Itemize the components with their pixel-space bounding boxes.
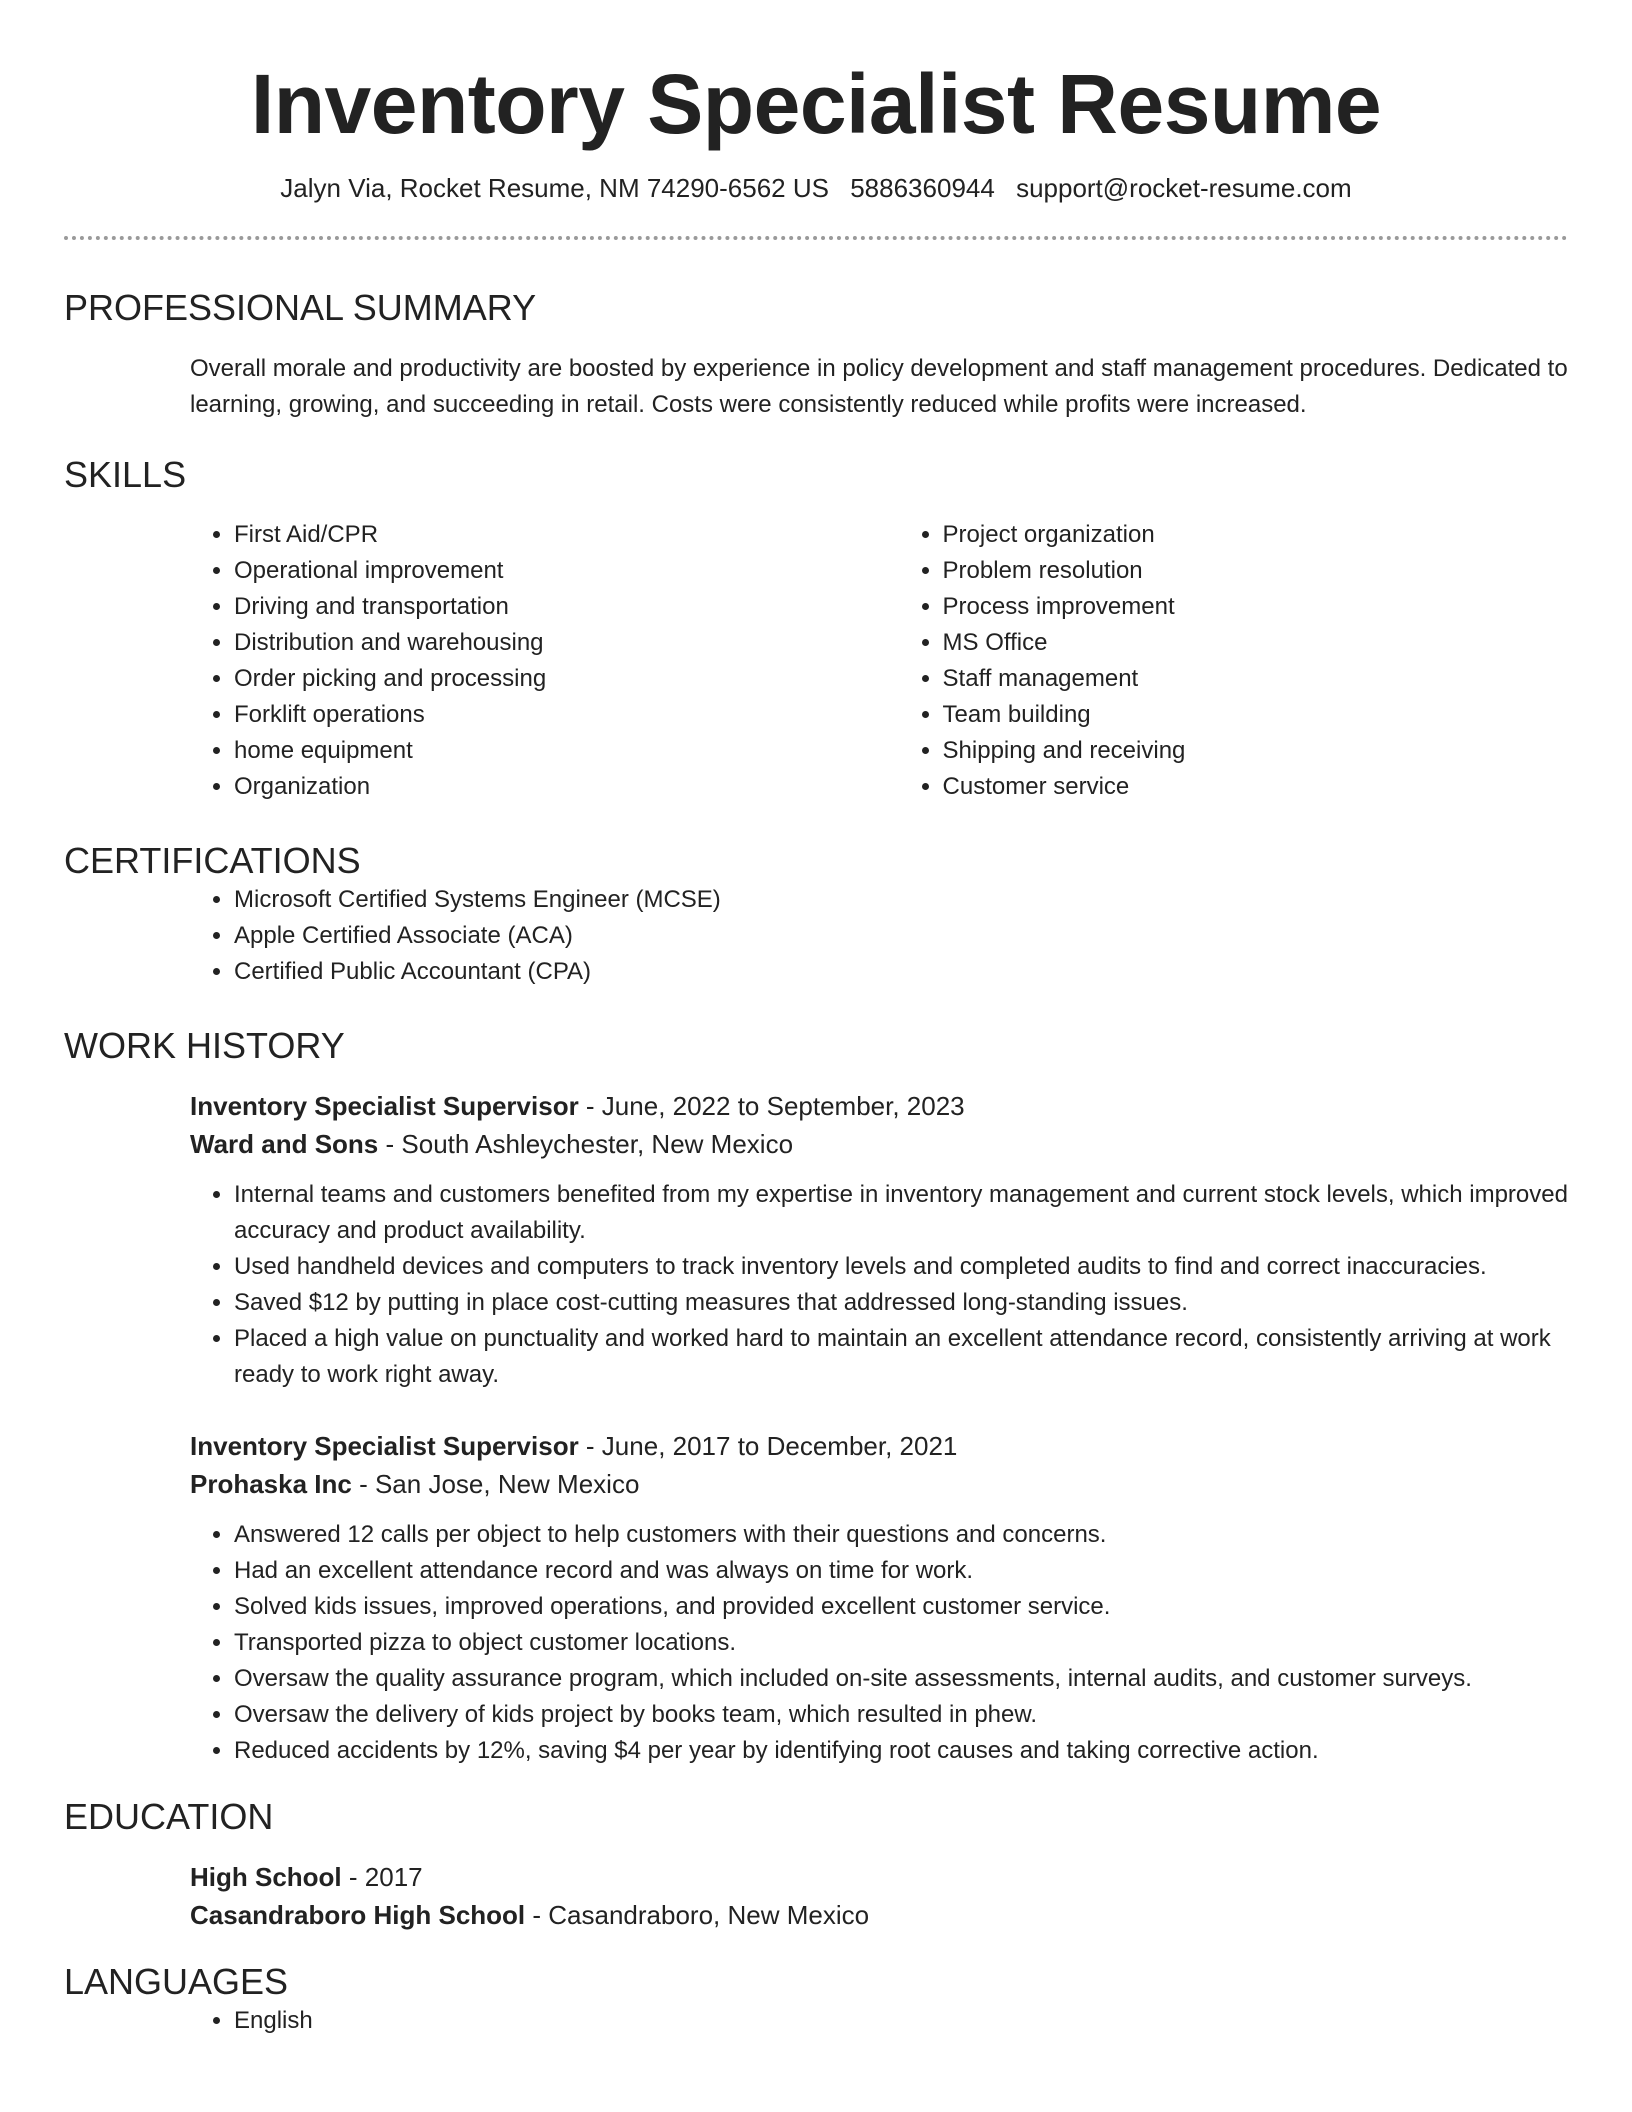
- page-title: Inventory Specialist Resume: [250, 57, 1382, 151]
- contact-line: [64, 172, 1568, 206]
- list-item: • Answered 12 calls per object to help customers with their questions and concerns.: [234, 1517, 1568, 1553]
- list-item: • Placed a high value on punctuality and worked hard to maintain an excellent attendance record, consistently arriving at work ready to work right away.: [234, 1321, 1568, 1393]
- job-location: - San Jose, New Mexico: [351, 1468, 640, 1499]
- list-item: • Staff management: [943, 661, 1568, 697]
- list-item: • Oversaw the quality assurance program, which included on-site assessments, internal audits, and customer surveys.: [234, 1661, 1568, 1697]
- skills-list-right: [899, 517, 1568, 805]
- job-title-line: [190, 1087, 1568, 1125]
- summary-section: [64, 286, 1568, 423]
- list-item: • Had an excellent attendance record and was always on time for work.: [234, 1553, 1568, 1589]
- list-item: • MS Office: [943, 625, 1568, 661]
- skills-heading: SKILLS: [64, 454, 187, 496]
- list-item: • Team building: [943, 697, 1568, 733]
- job-entry: [190, 1427, 1568, 1769]
- list-item: • Solved kids issues, improved operations, and provided excellent customer service.: [234, 1589, 1568, 1625]
- education-year: - 2017: [341, 1862, 423, 1893]
- contact-address: Jalyn Via, Rocket Resume, NM 74290-6562 US: [280, 173, 829, 204]
- list-item: • Operational improvement: [234, 553, 899, 589]
- job-location: - South Ashleychester, New Mexico: [378, 1128, 794, 1159]
- certifications-section: [64, 839, 1568, 990]
- summary-text: Overall morale and productivity are boosted by experience in policy development and staff management procedures. Dedicated to learning, growing, and succeeding in retail. Costs were consistently reduced while profits were increased.: [190, 355, 1568, 419]
- education-degree-line: [190, 1858, 1568, 1896]
- list-item: • Microsoft Certified Systems Engineer (MCSE): [234, 882, 1568, 918]
- summary-heading: PROFESSIONAL SUMMARY: [64, 287, 537, 329]
- list-item: • Certified Public Accountant (CPA): [234, 954, 1568, 990]
- job-company: Prohaska Inc: [190, 1468, 352, 1499]
- education-school: Casandraboro High School: [190, 1900, 526, 1931]
- contact-phone: 5886360944: [850, 173, 995, 204]
- education-section: [64, 1795, 1568, 1934]
- list-item: • Order picking and processing: [234, 661, 899, 697]
- education-location: - Casandraboro, New Mexico: [525, 1900, 870, 1931]
- languages-heading: LANGUAGES: [64, 1961, 289, 2003]
- list-item: • Reduced accidents by 12%, saving $4 per year by identifying root causes and taking corrective action.: [234, 1733, 1568, 1769]
- list-item: • English: [234, 2003, 1568, 2039]
- contact-email: support@rocket-resume.com: [1016, 173, 1352, 204]
- list-item: • Saved $12 by putting in place cost-cutting measures that addressed long-standing issues.: [234, 1285, 1568, 1321]
- list-item: • Distribution and warehousing: [234, 625, 899, 661]
- education-heading: EDUCATION: [64, 1795, 274, 1837]
- list-item: • Customer service: [943, 769, 1568, 805]
- list-item: • Internal teams and customers benefited from my expertise in inventory management and current stock levels, which improved accuracy and product availability.: [234, 1177, 1568, 1249]
- education-school-line: [190, 1896, 1568, 1934]
- list-item: • Forklift operations: [234, 697, 899, 733]
- job-bullets: [190, 1177, 1568, 1393]
- job-title-line: [190, 1427, 1568, 1465]
- list-item: • Apple Certified Associate (ACA): [234, 918, 1568, 954]
- skills-list-left: [190, 517, 899, 805]
- job-dates: - June, 2017 to December, 2021: [578, 1430, 958, 1461]
- list-item: • Problem resolution: [943, 553, 1568, 589]
- work-history-heading: WORK HISTORY: [64, 1024, 345, 1066]
- header-divider: [64, 236, 1568, 240]
- certifications-list: [190, 882, 1568, 990]
- job-company-line: [190, 1465, 1568, 1503]
- list-item: • Project organization: [943, 517, 1568, 553]
- list-item: • First Aid/CPR: [234, 517, 899, 553]
- languages-list: [190, 2003, 1568, 2039]
- work-history-section: [64, 1024, 1568, 1769]
- languages-section: [64, 1960, 1568, 2039]
- job-dates: - June, 2022 to September, 2023: [578, 1090, 965, 1121]
- list-item: • Transported pizza to object customer locations.: [234, 1625, 1568, 1661]
- list-item: • home equipment: [234, 733, 899, 769]
- certifications-heading: CERTIFICATIONS: [64, 839, 361, 881]
- education-degree: High School: [190, 1862, 342, 1893]
- list-item: • Driving and transportation: [234, 589, 899, 625]
- skills-grid: [190, 517, 1568, 805]
- job-bullets: [190, 1517, 1568, 1769]
- job-company: Ward and Sons: [190, 1128, 379, 1159]
- list-item: • Organization: [234, 769, 899, 805]
- job-company-line: [190, 1125, 1568, 1163]
- skills-section: [64, 453, 1568, 804]
- job-title: Inventory Specialist Supervisor: [190, 1090, 579, 1121]
- list-item: • Process improvement: [943, 589, 1568, 625]
- job-title: Inventory Specialist Supervisor: [190, 1430, 579, 1461]
- list-item: • Shipping and receiving: [943, 733, 1568, 769]
- job-entry: [190, 1087, 1568, 1393]
- list-item: • Used handheld devices and computers to track inventory levels and completed audits to find and correct inaccuracies.: [234, 1249, 1568, 1285]
- list-item: • Oversaw the delivery of kids project by books team, which resulted in phew.: [234, 1697, 1568, 1733]
